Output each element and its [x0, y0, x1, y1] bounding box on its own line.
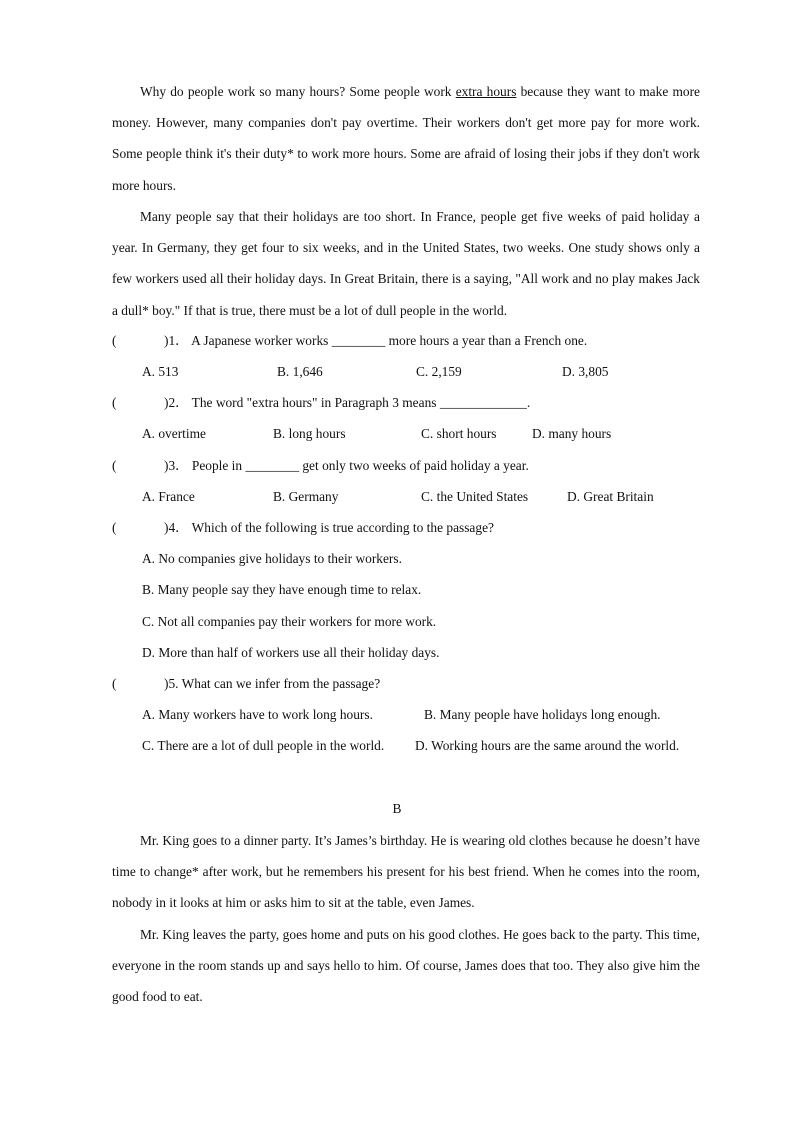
- answer-bracket[interactable]: (: [112, 676, 117, 691]
- q3-option-b: B. Germany: [273, 489, 339, 504]
- q4-option-a: A. No companies give holidays to their workers.: [142, 551, 402, 566]
- p1-text-after: because they want to make more money. However, many companies don't pay overtime. Their workers don't get more pay for more work. Some people think it's their duty* to work more hours. Some are afraid of losing their jobs if they don't work more hours.: [112, 84, 700, 193]
- q2-option-a: A. overtime: [142, 426, 206, 441]
- q4-option-c: C. Not all companies pay their workers for more work.: [142, 614, 437, 629]
- answer-bracket[interactable]: (: [112, 333, 117, 348]
- passage-a-paragraph-2: Many people say that their holidays are too short. In France, people get five weeks of paid holiday a year. In Germany, they get four to six weeks, and in the United States, two weeks. One study shows only a few workers used all their holiday days. In Great Britain, there is a saying, "All work and no play makes Jack a dull* boy." If that is true, there must be a lot of dull people in the world.: [112, 209, 700, 318]
- q5-option-a: A. Many workers have to work long hours.: [142, 707, 373, 722]
- q2-option-b: B. long hours: [273, 426, 346, 441]
- question-stem: )1． A Japanese worker works ________ more hours a year than a French one.: [164, 333, 588, 348]
- p1-text-before: Why do people work so many hours? Some people work: [140, 84, 456, 99]
- question-5: [112, 675, 380, 693]
- section-b-heading: B: [392, 801, 402, 816]
- question-stem: )2． The word "extra hours" in Paragraph 3 means _____________.: [164, 395, 531, 410]
- passage-b-paragraph-1: Mr. King goes to a dinner party. It’s James’s birthday. He is wearing old clothes because he doesn’t have time to change* after work, but he remembers his present for his best friend. When he comes into the room, nobody in it looks at him or asks him to sit at the table, even James.: [112, 833, 700, 911]
- question-stem: )4． Which of the following is true according to the passage?: [164, 520, 494, 535]
- underlined-phrase: extra hours: [455, 84, 517, 99]
- q3-option-c: C. the United States: [421, 489, 529, 504]
- answer-bracket[interactable]: (: [112, 395, 117, 410]
- q1-option-d: D. 3,805: [562, 364, 609, 379]
- question-stem: )3． People in ________ get only two weeks of paid holiday a year.: [164, 458, 529, 473]
- question-1: [112, 332, 587, 350]
- q5-option-c: C. There are a lot of dull people in the world.: [142, 738, 385, 753]
- passage-b-paragraph-2: Mr. King leaves the party, goes home and puts on his good clothes. He goes back to the party. This time, everyone in the room stands up and says hello to him. Of course, James does that too. They also give him the good food to eat.: [112, 927, 700, 1005]
- q5-option-d: D. Working hours are the same around the world.: [415, 738, 680, 753]
- q5-option-b: B. Many people have holidays long enough.: [424, 707, 661, 722]
- q2-option-d: D. many hours: [532, 426, 612, 441]
- q1-option-c: C. 2,159: [416, 364, 462, 379]
- q3-option-d: D. Great Britain: [567, 489, 654, 504]
- answer-bracket[interactable]: (: [112, 520, 117, 535]
- q2-option-c: C. short hours: [421, 426, 497, 441]
- q4-option-d: D. More than half of workers use all their holiday days.: [142, 645, 440, 660]
- question-4: [112, 519, 494, 537]
- q3-option-a: A. France: [142, 489, 195, 504]
- question-3: [112, 457, 529, 475]
- q1-option-a: A. 513: [142, 364, 179, 379]
- question-stem: )5. What can we infer from the passage?: [164, 676, 381, 691]
- answer-bracket[interactable]: (: [112, 458, 117, 473]
- passage-a-paragraph-1: [112, 76, 700, 201]
- q1-option-b: B. 1,646: [277, 364, 323, 379]
- q4-option-b: B. Many people say they have enough time to relax.: [142, 582, 422, 597]
- question-2: [112, 394, 530, 412]
